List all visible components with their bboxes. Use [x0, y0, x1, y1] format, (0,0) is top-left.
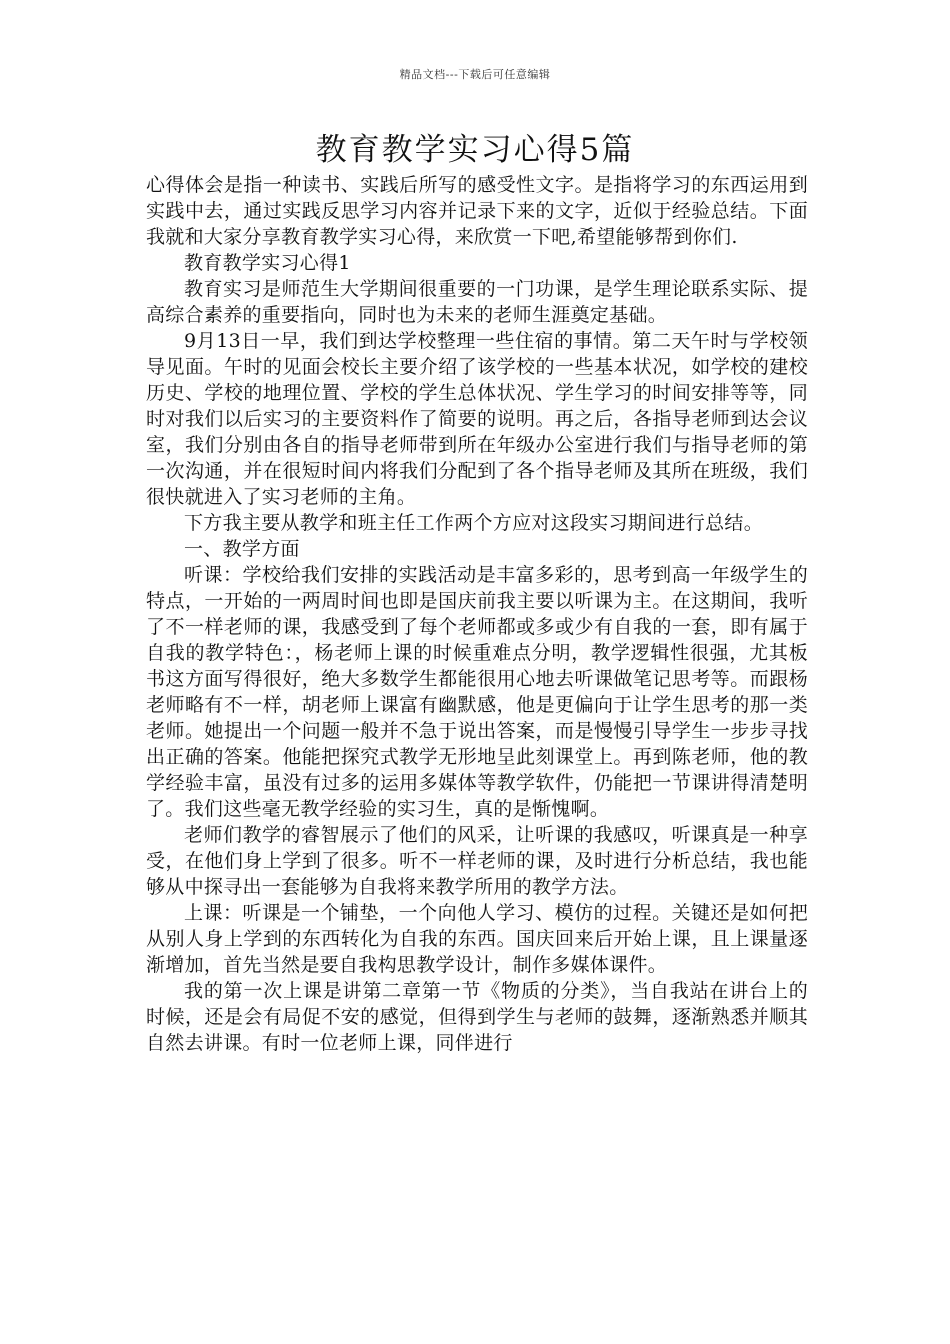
paragraph: 下方我主要从教学和班主任工作两个方应对这段实习期间进行总结。 — [184, 512, 764, 534]
document-title: 教育教学实习心得5篇 — [315, 132, 635, 168]
document-body — [146, 172, 808, 1056]
paragraph: 教育实习是师范生大学期间很重要的一门功课，是学生理论联系实际、提高综合素养的重要指向，同时也为未来的老师生涯奠定基础。 — [146, 278, 808, 326]
paragraph: 我的第一次上课是讲第二章第一节《物质的分类》，当自我站在讲台上的时候，还是会有局促不安的感觉，但得到学生与老师的鼓舞，逐渐熟悉并顺其自然去讲课。有时一位老师上课，同伴进行 — [146, 980, 808, 1054]
paragraph: 9月13日一早，我们到达学校整理一些住宿的事情。第二天午时与学校领导见面。午时的见面会校长主要介绍了该学校的一些基本状况，如学校的建校历史、学校的地理位置、学校的学生总体状况、学生学习的时间安排等等，同时对我们以后实习的主要资料作了简要的说明。再之后，各指导老师到达会议室，我们分别由各自的指导老师带到所在年级办公室进行我们与指导老师的第一次沟通，并在很短时间内将我们分配到了各个指导老师及其所在班级，我们很快就进入了实习老师的主角。 — [146, 330, 808, 508]
paragraph: 听课：学校给我们安排的实践活动是丰富多彩的，思考到高一年级学生的特点，一开始的一两周时间也即是国庆前我主要以听课为主。在这期间，我听了不一样老师的课，我感受到了每个老师都或多或少有自我的一套，即有属于自我的教学特色：，杨老师上课的时候重难点分明，教学逻辑性很强，尤其板书这方面写得很好，绝大多数学生都能很用心地去听课做笔记思考等。而跟杨老师略有不一样，胡老师上课富有幽默感，他是更偏向于让学生思考的那一类老师。她提出一个问题一般并不急于说出答案，而是慢慢引导学生一步步寻找出正确的答案。他能把探究式教学无形地呈此刻课堂上。再到陈老师，他的教学经验丰富，虽没有过多的运用多媒体等教学软件，仍能把一节课讲得清楚明了。我们这些毫无教学经验的实习生，真的是惭愧啊。 — [146, 564, 808, 820]
paragraph-intro: 心得体会是指一种读书、实践后所写的感受性文字。是指将学习的东西运用到实践中去，通过实践反思学习内容并记录下来的文字，近似于经验总结。下面我就和大家分享教育教学实习心得，来欣赏一下吧,希望能够帮到你们. — [146, 174, 808, 248]
header-note: 精品文档---下载后可任意编辑 — [399, 68, 551, 81]
paragraph: 老师们教学的睿智展示了他们的风采，让听课的我感叹，听课真是一种享受，在他们身上学到了很多。听不一样老师的课，及时进行分析总结，我也能够从中探寻出一套能够为自我将来教学所用的教学方法。 — [146, 824, 808, 898]
section-heading: 教育教学实习心得1 — [184, 252, 351, 274]
subsection-heading: 一、教学方面 — [184, 538, 300, 560]
paragraph: 上课：听课是一个铺垫，一个向他人学习、模仿的过程。关键还是如何把从别人身上学到的东西转化为自我的东西。国庆回来后开始上课，且上课量逐渐增加，首先当然是要自我构思教学设计，制作多媒体课件。 — [146, 902, 808, 976]
